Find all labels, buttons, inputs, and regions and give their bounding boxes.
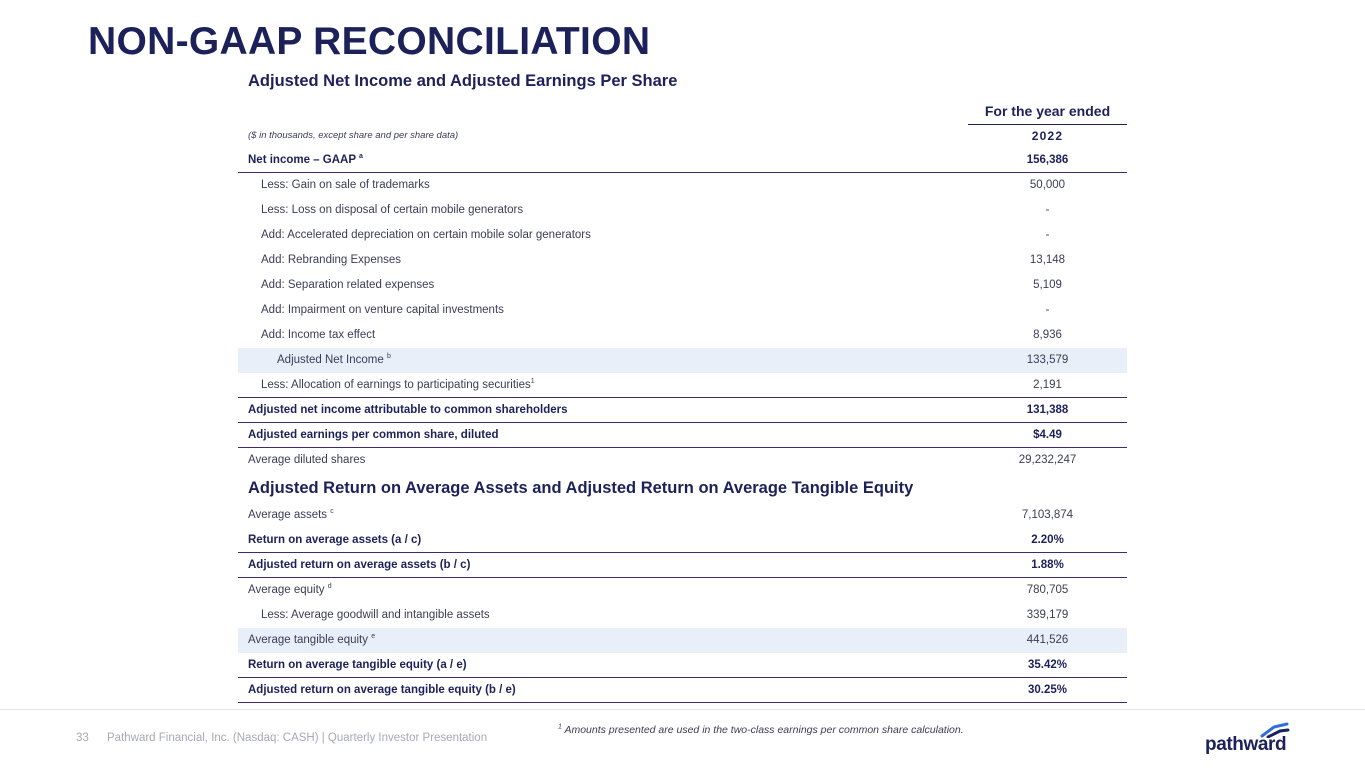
row-label: Less: Loss on disposal of certain mobile generators — [261, 204, 524, 216]
row-label: Add: Accelerated depreciation on certain mobile solar generators — [261, 229, 591, 241]
footer-text: Pathward Financial, Inc. (Nasdaq: CASH) | Quarterly Investor Presentation — [107, 732, 488, 744]
adjusted-net-income-table — [238, 148, 1127, 473]
logo-text: pathward — [1205, 734, 1287, 755]
row-label: Less: Allocation of earnings to participating securities$^1$ — [261, 378, 535, 391]
table-row — [238, 323, 1127, 348]
units-note: ($ in thousands, except share and per share data) — [248, 130, 459, 141]
table-row — [238, 148, 1127, 173]
pathward-logo — [1205, 722, 1295, 756]
row-value: 5,109 — [1033, 279, 1062, 291]
footnote-marker: 1 — [530, 378, 535, 386]
row-label: Average equity $^d$ — [248, 583, 332, 596]
row-value: 7,103,874 — [1021, 509, 1074, 521]
table-row — [238, 223, 1127, 248]
table-row — [238, 603, 1127, 628]
row-value: - — [1045, 204, 1050, 216]
table-row — [238, 553, 1127, 578]
row-value: 13,148 — [1029, 254, 1066, 266]
table-row — [238, 398, 1127, 423]
row-value: 156,386 — [1026, 154, 1069, 166]
row-label: Adjusted Net Income $^b$ — [277, 353, 391, 366]
table-row — [238, 653, 1127, 678]
page-title: NON-GAAP RECONCILIATION — [88, 20, 651, 63]
footnote-marker: d — [327, 583, 332, 591]
row-value: 2,191 — [1033, 379, 1062, 391]
row-value: 30.25% — [1027, 684, 1067, 696]
row-value: 1.88% — [1031, 559, 1064, 571]
footnote-marker: a — [359, 153, 363, 161]
row-label: Adjusted return on average assets (b / c) — [248, 559, 471, 571]
row-value: 8,936 — [1033, 329, 1062, 341]
units-row — [238, 124, 1127, 148]
row-label: Average diluted shares — [248, 454, 366, 466]
row-label: Add: Income tax effect — [261, 329, 376, 341]
table-row — [238, 448, 1127, 473]
table-row — [238, 503, 1127, 528]
footnote-marker: e — [371, 633, 376, 641]
row-value: 780,705 — [1026, 584, 1069, 596]
row-value: $4.49 — [1033, 429, 1062, 441]
row-value: 133,579 — [1026, 354, 1069, 366]
table-row — [238, 423, 1127, 448]
row-value: 50,000 — [1029, 179, 1066, 191]
table-row — [238, 173, 1127, 198]
row-label: Adjusted net income attributable to common shareholders — [248, 404, 568, 416]
row-value: 2.20% — [1031, 534, 1064, 546]
row-label: Less: Gain on sale of trademarks — [261, 179, 430, 191]
row-value: - — [1045, 229, 1050, 241]
row-value: 441,526 — [1026, 634, 1069, 646]
row-value: 339,179 — [1026, 609, 1069, 621]
table-row — [238, 578, 1127, 603]
row-label: Less: Average goodwill and intangible assets — [261, 609, 490, 621]
table-row — [238, 298, 1127, 323]
row-value: 35.42% — [1027, 659, 1067, 671]
row-label: Adjusted return on average tangible equity (b / e) — [248, 684, 516, 696]
row-value: 29,232,247 — [1018, 454, 1077, 466]
column-header: For the year ended — [968, 101, 1127, 125]
row-label: Average assets $^c$ — [248, 508, 334, 521]
row-label: Add: Rebranding Expenses — [261, 254, 402, 266]
row-label: Adjusted earnings per common share, diluted — [248, 429, 499, 441]
row-value: 131,388 — [1026, 404, 1069, 416]
section-heading-adjusted-net-income: Adjusted Net Income and Adjusted Earnings Per Share — [248, 72, 678, 90]
table-row — [238, 528, 1127, 553]
page-number: 33 — [76, 732, 89, 744]
footnote-marker: c — [330, 508, 334, 516]
footnote-marker: 1 — [558, 723, 562, 731]
table-row-average-tangible-equity — [238, 628, 1127, 653]
row-value: - — [1045, 304, 1050, 316]
row-label: Add: Separation related expenses — [261, 279, 435, 291]
table-row — [238, 373, 1127, 398]
year-header: 2022 — [1031, 129, 1064, 143]
adjusted-return-table — [238, 503, 1127, 703]
table-row — [238, 678, 1127, 703]
row-label: Net income – GAAP $^a$ — [248, 153, 363, 166]
footer-divider — [0, 709, 1365, 710]
table-row — [238, 198, 1127, 223]
row-label: Return on average assets (a / c) — [248, 534, 422, 546]
row-label: Add: Impairment on venture capital investments — [261, 304, 504, 316]
footnote-marker: b — [386, 353, 391, 361]
table-row — [238, 248, 1127, 273]
footnote: $^1$ Amounts presented are used in the two-class earnings per common share calculation. — [558, 723, 964, 736]
section-heading-adjusted-return: Adjusted Return on Average Assets and Adjusted Return on Average Tangible Equity — [248, 479, 914, 497]
table-row — [238, 273, 1127, 298]
row-label: Return on average tangible equity (a / e) — [248, 659, 467, 671]
row-label: Average tangible equity $^e$ — [248, 633, 376, 646]
table-row-adjusted-net-income — [238, 348, 1127, 373]
